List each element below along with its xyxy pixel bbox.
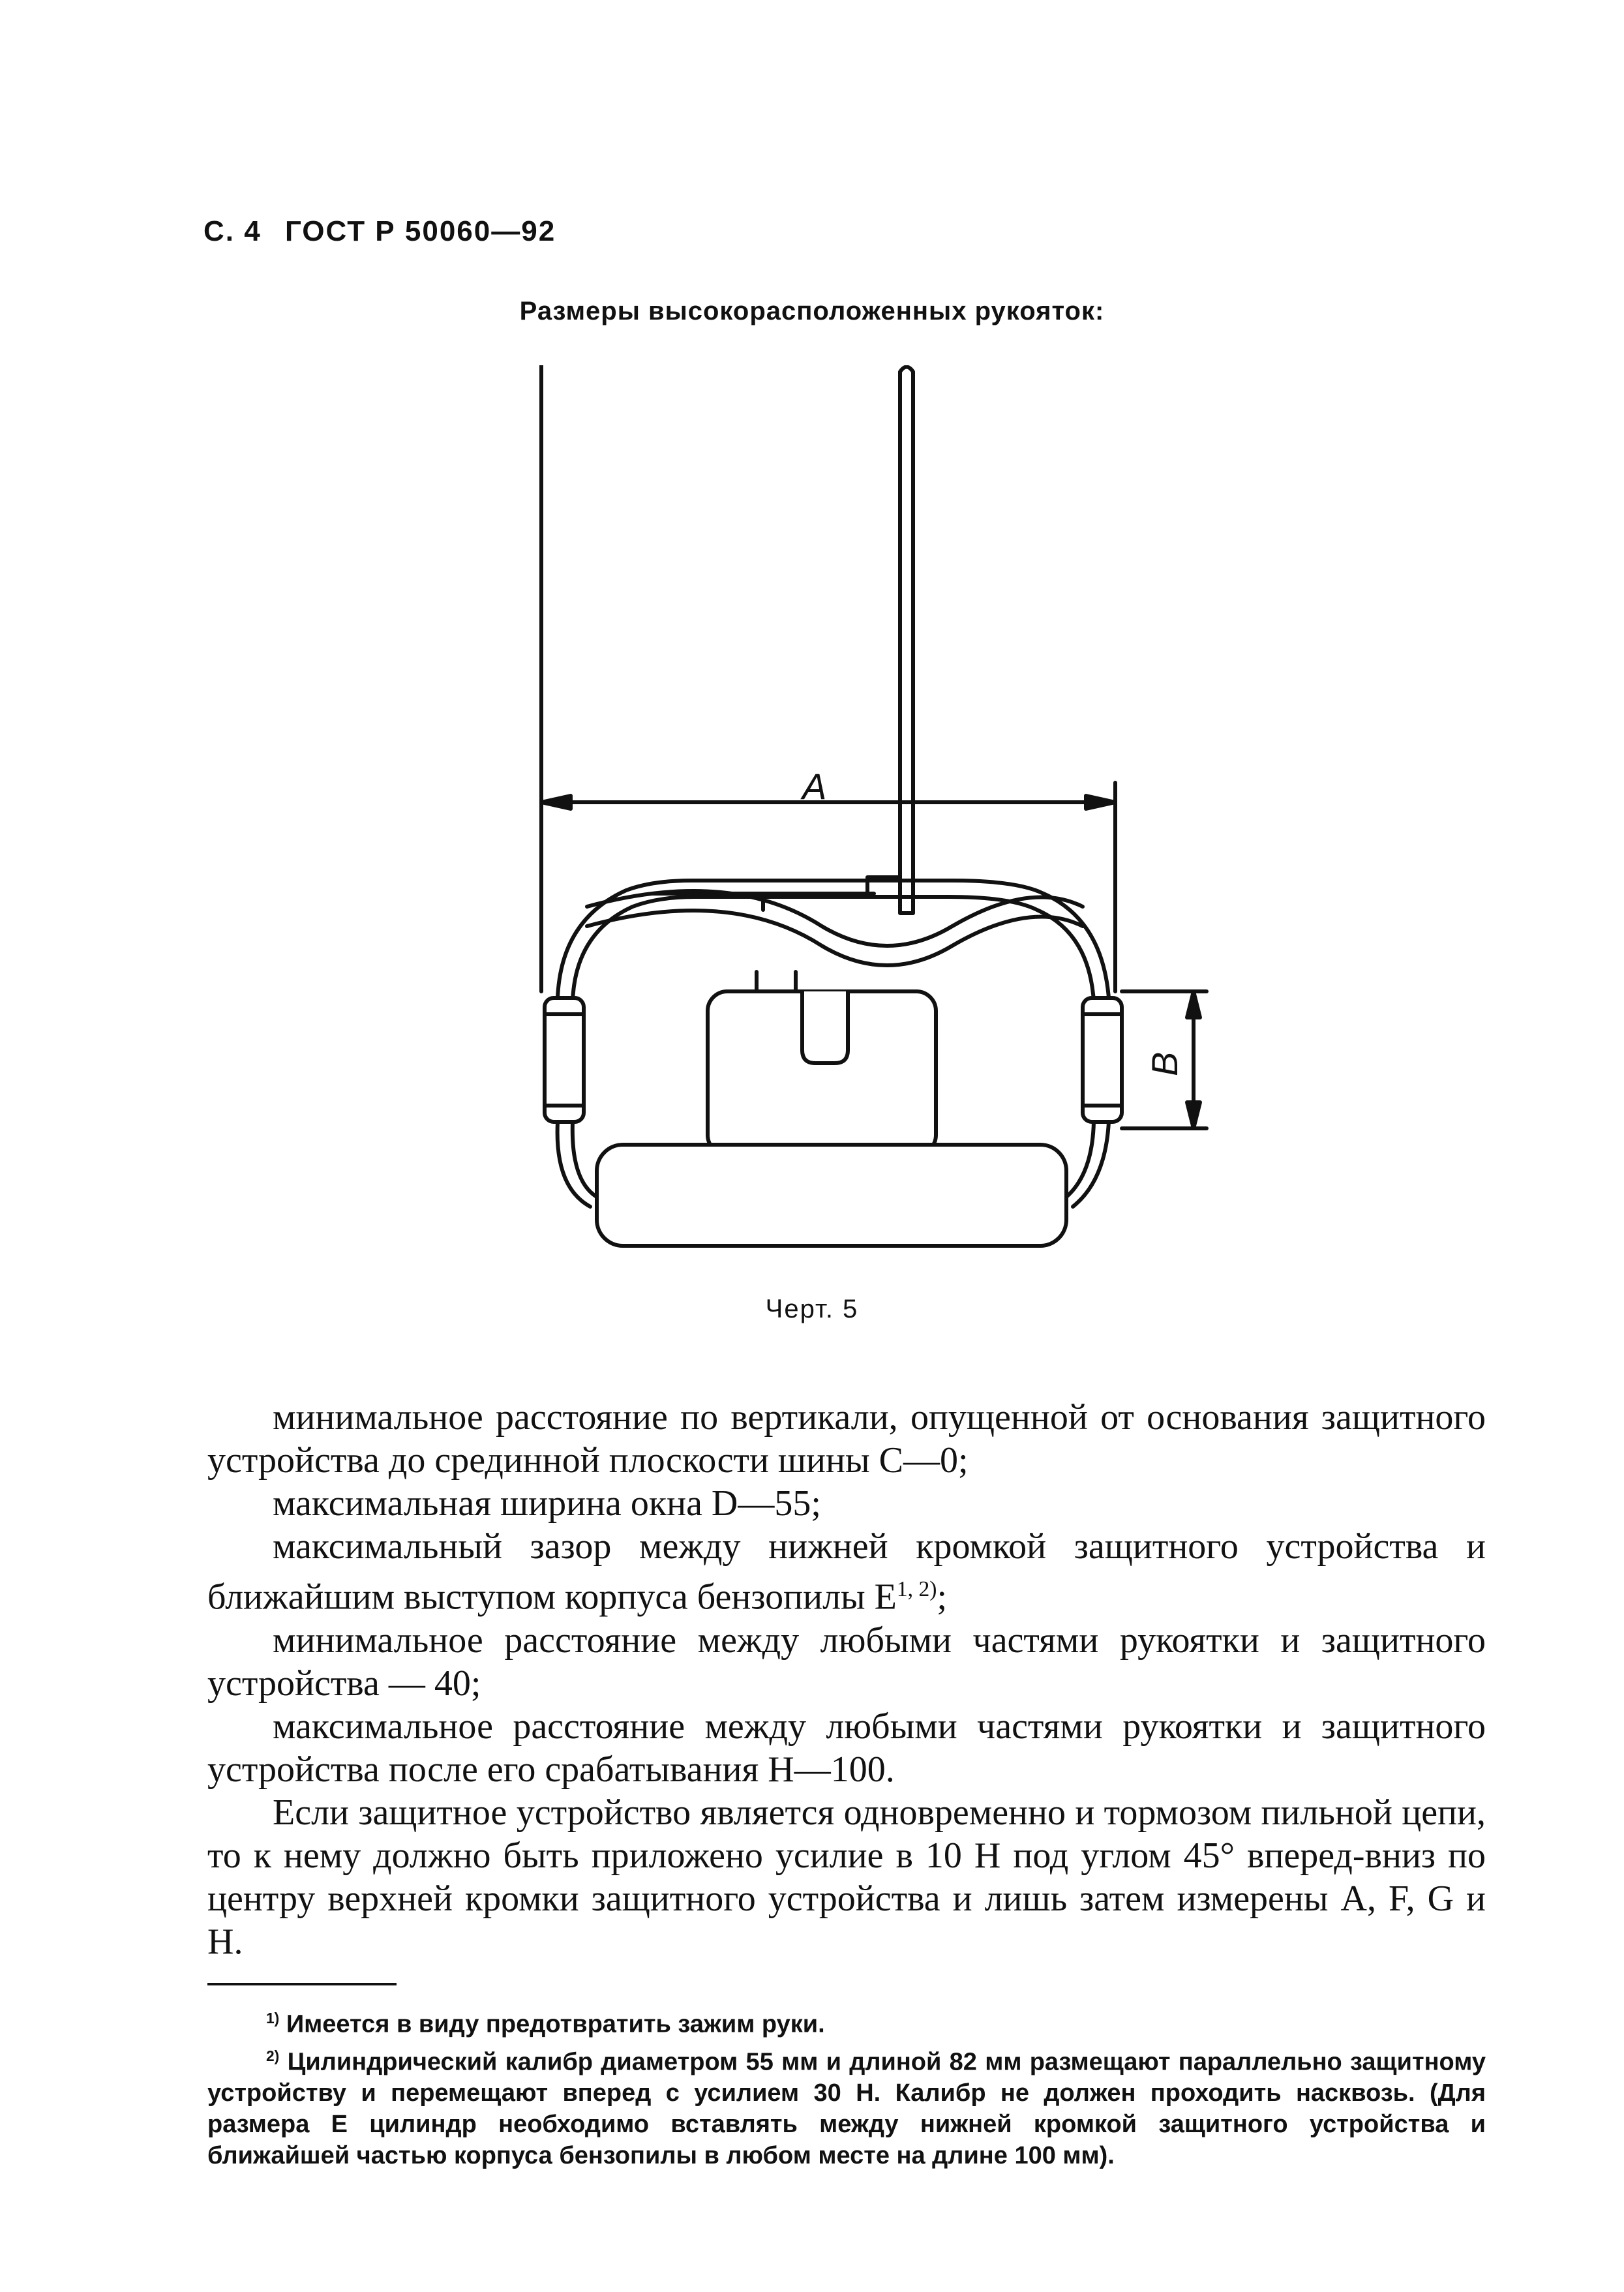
paragraph-max-distance: максимальное расстояние между любыми частями рукоятки и защитного устройства после его срабатывания Н—100. <box>207 1706 1486 1790</box>
paragraph-min-vertical-distance: минимальное расстояние по вертикали, опущенной от основания защитного устройства до срединной плоскости шины С—0; <box>207 1397 1486 1481</box>
figure-caption: Черт. 5 <box>765 1295 859 1323</box>
footnotes <box>207 2002 1486 2171</box>
footnote-1 <box>207 2002 1486 2040</box>
dimension-b-label: В <box>1144 1051 1185 1076</box>
footnote-1-text: Имеется в виду предотвратить зажим руки. <box>286 2010 825 2038</box>
standard-code: ГОСТ Р 50060—92 <box>284 215 556 247</box>
footnote-2-text: Цилиндрический калибр диаметром 55 мм и длиной 82 мм размещают параллельно защитному устройству и перемещают вперед с усилием 30 Н. Калибр не должен проходить насквозь. (Для размера Е цилиндр необходимо вставлять между нижней кромкой защитного устройства и ближайшей частью корпуса бензопилы в любом месте на длине 100 мм). <box>207 2048 1486 2170</box>
footnote-2 <box>207 2040 1486 2172</box>
page-number: С. 4 <box>203 215 262 247</box>
footnote-divider <box>207 1983 397 1985</box>
paragraph-max-gap <box>207 1525 1486 1619</box>
section-title: Размеры высокорасположенных рукояток: <box>519 297 1105 325</box>
paragraph-max-gap-end: ; <box>937 1576 947 1618</box>
page-header <box>203 215 570 248</box>
paragraph-max-window-width: максимальная ширина окна D—55; <box>273 1483 821 1524</box>
handle-drawing <box>457 365 1304 1278</box>
footnote-2-mark: 2) <box>266 2047 280 2064</box>
paragraph-brake-force: Если защитное устройство является одновременно и тормозом пильной цепи, то к нему должно быть приложено усилие в 10 Н под углом 45° вперед-вниз по центру верхней кромки защитного устройства и лишь затем измерены A, F, G и H. <box>207 1792 1486 1962</box>
handle-drawing-svg <box>457 365 1304 1278</box>
paragraph-max-gap-text: максимальный зазор между нижней кромкой защитного устройства и ближайшим выступом корпуса бензопилы Е <box>207 1526 1486 1618</box>
body-text <box>207 1396 1486 1963</box>
footnote-1-mark: 1) <box>266 2010 280 2027</box>
footnote-ref: 1, 2) <box>896 1577 937 1601</box>
paragraph-min-distance: минимальное расстояние между любыми частями рукоятки и защитного устройства — 40; <box>207 1620 1486 1704</box>
dimension-a-label: А <box>802 766 827 807</box>
